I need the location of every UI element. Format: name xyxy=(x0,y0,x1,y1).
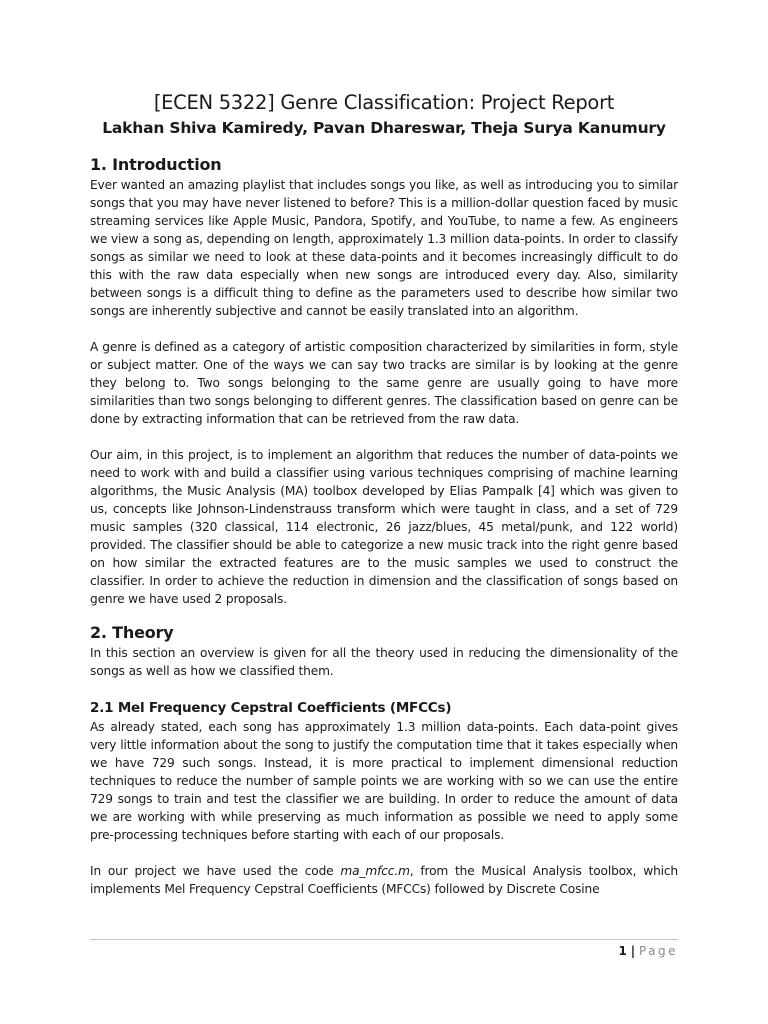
subsection-heading-mfcc: 2.1 Mel Frequency Cepstral Coefficients (MFCCs) xyxy=(90,700,452,716)
page-footer xyxy=(90,943,678,959)
theory-paragraph-2: As already stated, each song has approximately 1.3 million data-points. Each data-point gives very little information about the song to justify the computation time that it takes especially when we have 729 such songs. Instead, it is more practical to implement dimensional reduction techniques to reduce the number of sample points we are working with so we can use the entire 729 songs to train and test the classifier we are building. In order to reduce the amount of data we are working with while preserving as much information as possible we need to apply some pre-processing techniques before starting with each of our proposals. xyxy=(90,720,678,842)
introduction-paragraph-3: Our aim, in this project, is to implement an algorithm that reduces the number of data-points we need to work with and build a classifier using various techniques comprising of machine learning algorithms, the Music Analysis (MA) toolbox developed by Elias Pampalk [4] which was given to us, concepts like Johnson-Lindenstrauss transform which were taught in class, and a set of 729 music samples (320 classical, 114 electronic, 26 jazz/blues, 45 metal/punk, and 122 world) provided. The classifier should be able to categorize a new music track into the right genre based on how similar the extracted features are to the music samples we used to construct the classifier. In order to achieve the reduction in dimension and the classification of songs based on genre we have used 2 proposals. xyxy=(90,448,678,606)
theory-paragraph-1: In this section an overview is given for all the theory used in reducing the dimensionality of the songs as well as how we classified them. xyxy=(90,646,678,678)
introduction-paragraph-2: A genre is defined as a category of artistic composition characterized by similarities in form, style or subject matter. One of the ways we can say two tracks are similar is by looking at the genre they belong to. Two songs belonging to the same genre are usually going to have more similarities than two songs belonging to different genres. The classification based on genre can be done by extracting information that can be retrieved from the raw data. xyxy=(90,340,678,426)
introduction-paragraph-1: Ever wanted an amazing playlist that includes songs you like, as well as introducing you to similar songs that you may have never listened to before? This is a million-dollar question faced by music streaming services like Apple Music, Pandora, Spotify, and YouTube, to name a few. As engineers we view a song as, depending on length, approximately 1.3 million data-points. In order to classify songs as similar we need to look at these data-points and it becomes increasingly difficult to do this with the raw data especially when new songs are introduced every day. Also, similarity between songs is a difficult thing to define as the parameters used to describe how similar two songs are inherently subjective and cannot be easily translated into an algorithm. xyxy=(90,178,678,318)
theory-paragraph-3-text-before: In our project we have used the code xyxy=(90,864,341,878)
footer-separator: | xyxy=(630,944,636,958)
section-heading-theory: 2. Theory xyxy=(90,623,174,642)
document-authors: Lakhan Shiva Kamiredy, Pavan Dhareswar, Theja Surya Kanumury xyxy=(102,119,666,137)
page-label: Page xyxy=(638,944,678,958)
code-filename: ma_mfcc.m xyxy=(340,864,410,878)
footer-divider xyxy=(90,939,678,940)
theory-paragraph-3 xyxy=(90,862,678,898)
document-page xyxy=(90,90,678,898)
theory-paragraph-3-text-after: , from the Musical Analysis toolbox, which implements Mel Frequency Cepstral Coefficients (MFCCs) followed by Discrete Cosine xyxy=(90,864,678,896)
section-heading-introduction: 1. Introduction xyxy=(90,155,222,174)
document-title: [ECEN 5322] Genre Classification: Project Report xyxy=(153,91,615,114)
page-number: 1 xyxy=(618,944,627,958)
